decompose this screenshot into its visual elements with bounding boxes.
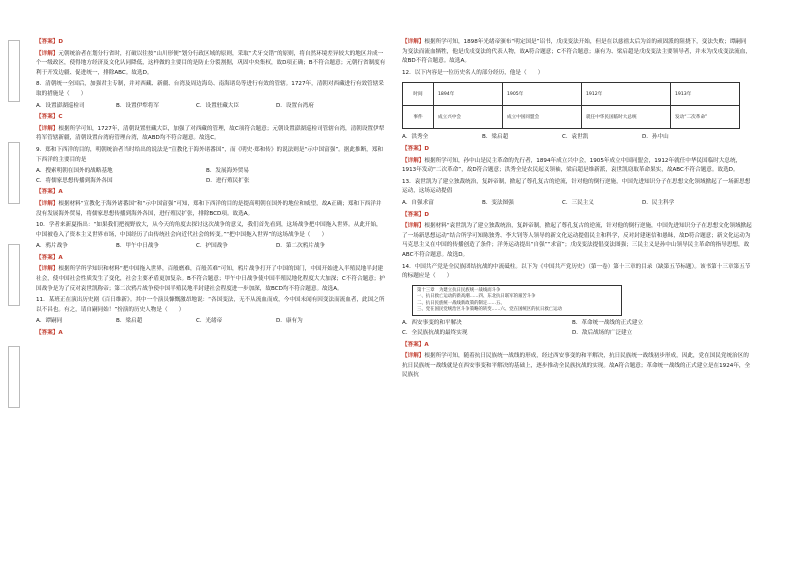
table-row xyxy=(403,83,740,106)
option: B．变法图强 xyxy=(482,199,514,206)
option: A．搜索明朝在国外的战略基地 xyxy=(36,168,113,175)
question-12-options xyxy=(402,133,752,143)
question-10: 10．学者来新夏指出：“如果我们把视野放大，从今天的角度去探讨这次战争的意义，我们首先看到，这场战争把中国拖入世界。从此开始，中国被卷入了资本主义世界市场，中国经历了由传统社会向近代社会的转变。”“把中国拖入世界”的这场战争是（ ） xyxy=(36,222,382,238)
question-13: 13．袁世凯为了建立独裁统治，复辟帝制，掀起了尊孔复古的逆流，针对他的倒行逆施，中国先进知识分子在思想文化领域掀起了一场新思想运动，这场运动提倡 xyxy=(402,178,751,195)
question-9-options xyxy=(36,167,386,186)
explanation-tag: 【详解】 xyxy=(402,353,425,360)
explanation: 【详解】根据所学可知，随着抗日民族统一战线的形成，经过西安事变的和平解决，抗日民族统一战线初步形成，因此，党在国民党统治区的抗日民族统一战线就是在西安事变和平解决的基础上，逐步推动全民族抗战的实现。故A符合题意；革命统一战线的正式建立是在1924年，全民族抗 xyxy=(402,353,751,379)
explanation: 【详解】根据所学可知，1727年，清朝设置驻藏大臣，加强了对西藏的管理，故C项符合题意；元朝设置澎湖巡检司管辖台湾，清朝设置伊犁将军管辖新疆，清朝设置台湾府管理台湾，故ABD均不符合题意。故选C。 xyxy=(36,125,385,142)
option: B．梁启超 xyxy=(482,134,509,141)
left-column xyxy=(36,38,386,341)
answer-label: 【答案】A xyxy=(36,254,63,261)
question-14-options xyxy=(402,319,752,338)
option: C．袁世凯 xyxy=(562,134,589,141)
table-cell: 1912年 xyxy=(582,83,671,106)
option: C．光绪帝 xyxy=(196,318,223,325)
question-11-options xyxy=(36,317,386,327)
table-cell: 成立中国同盟会 xyxy=(503,106,582,129)
option: D．康有为 xyxy=(276,318,303,325)
option: D．民主科学 xyxy=(642,199,675,206)
option: B．甲午中日战争 xyxy=(116,243,159,250)
option: C．三民主义 xyxy=(562,199,594,206)
binding-box xyxy=(8,142,20,204)
explanation-tag: 【详解】 xyxy=(36,200,59,207)
explanation-tag: 【详解】 xyxy=(36,266,59,273)
answer-label: 【答案】C xyxy=(36,114,63,121)
answer-label: 【答案】A xyxy=(402,341,429,348)
table-cell: 发动“二次革命” xyxy=(671,106,740,129)
toc-line: 三、党在国民党统治区斗争策略的转变……六、党在国统区的抗日救亡运动 xyxy=(417,306,562,312)
explanation: 【详解】根据材料“宣教化于海外诸番国”和“示中国富强”可知，郑和下西洋的目的是提高明朝在国外的地位和威望，故A正确；郑和下西洋并没有发展海外贸易，将儒家思想传播到海外各国，进行殖民扩张，排除BCD项。故选A。 xyxy=(36,200,382,217)
table-cell: 1913年 xyxy=(671,83,740,106)
table-header: 事件 xyxy=(403,106,434,129)
option: B．革命统一战线的正式建立 xyxy=(572,320,643,327)
question-8: 8．清朝统一全国后，加强君主专制，并对西藏、新疆、台湾及周边海岛、南海诸岛等进行有效的管辖。1727年，清朝对西藏进行有效管辖采取的措施是（ ） xyxy=(36,81,384,97)
toc-line: 第十三章 为建立抗日民族统一战线而斗争 xyxy=(417,287,501,293)
answer-label: 【答案】D xyxy=(402,211,430,218)
question-9: 9．郑和下西洋的目的，明朝统治者当时给出的说法是“宣教化于海外诸番国”，而《明史·郑和传》的说法则是“示中国富强”。据此推断，郑和下西洋的主要目的是 xyxy=(36,146,383,163)
answer-label: 【答案】D xyxy=(36,39,64,45)
option: D．孙中山 xyxy=(642,134,669,141)
timeline-table xyxy=(402,82,740,129)
right-column xyxy=(402,38,752,383)
explanation-tag: 【详解】 xyxy=(402,39,425,45)
option: B．梁启超 xyxy=(116,318,143,325)
explanation-tag: 【详解】 xyxy=(36,50,59,57)
option: C．设置驻藏大臣 xyxy=(196,102,240,109)
explanation: 【详解】根据材料“袁世凯为了建立独裁统治，复辟帝制，掀起了尊孔复古的逆流，针对他的倒行逆施，中国先进知识分子在思想文化领域掀起了一场新思想运动”结合所学可知陈独秀、李大钊等人领导的新文化运动提倡民主和科学，反对封建迷信和愚昧，故D符合题意；新文化运动为马克思主义在中国的传播创造了条件；洋务运动提出“自强”“求富”；戊戌变法提倡变法图强；三民主义是孙中山领导民主革命的指导思想，故ABC不符合题意。故选D。 xyxy=(402,223,752,258)
explanation: 【详解】元朝统治者在划分行省时，打破以往按“山川形便”划分行政区域的原则，采取“犬牙交错”的原则，将自然环境差异较大的地区并成一个一级政区，使得地方经济及文化认同降低，这样做的主要目的是防止分裂割据，巩固中央集权，故D项正确；B不符合题意；元朝行省制度有利于开发边疆、促进统一，排除ABC。故选D。 xyxy=(36,50,386,76)
answer-label: 【答案】A xyxy=(36,189,63,196)
toc-line: 一、抗日救亡运动的新高潮……四、东北抗日联军的艰苦斗争 xyxy=(417,294,536,300)
option: D．进行殖民扩张 xyxy=(206,177,250,184)
binding-margin xyxy=(8,40,22,520)
option: A．谭嗣同 xyxy=(36,318,63,325)
option: C．全民族抗战的最终实现 xyxy=(402,329,468,336)
binding-box xyxy=(8,244,20,306)
option: B．发展海外贸易 xyxy=(206,168,249,175)
table-cell: 成立兴中会 xyxy=(434,106,503,129)
binding-box xyxy=(8,346,20,408)
table-cell: 1905年 xyxy=(503,83,582,106)
option: A．自强求富 xyxy=(402,199,434,206)
answer-label: 【答案】A xyxy=(36,330,63,337)
option: C．护国战争 xyxy=(196,243,228,250)
question-10-options xyxy=(36,242,386,252)
explanation-tag: 【详解】 xyxy=(36,125,59,132)
explanation: 【详解】根据所学所学知识和材料“把中国拖入世界，百般磨难，百般苦难”可知，鸦片战争打开了中国的国门，中国开始进入半殖民地半封建社会，使中国社会性质发生了变化，社会主要矛盾更加复杂。B不符合题意；甲午中日战争使中国半殖民地化程度大大加深；C不符合题意；护国战争是为了反对袁世凯称帝；第二次鸦片战争使中国半殖民地半封建社会程度进一步加深，故BCD均不符合题意。故选A。 xyxy=(36,266,385,292)
toc-line: 二、抗日民族统一战线新政策的制定……五、 xyxy=(417,300,505,306)
explanation: 【详解】根据所学可知，孙中山是民主革命的先行者，1894年成立兴中会，1905年成立中国同盟会，1912年就任中华民国临时大总统，1913年发动“二次革命”，故D符合题意；洪秀全是农民起义领袖，梁启超是维新派，袁世凯窃取革命果实，故ABC不符合题意。故选D。 xyxy=(402,157,742,174)
chapter-toc-box xyxy=(412,285,622,317)
explanation-tag: 【详解】 xyxy=(402,157,425,164)
option: D．设置台湾府 xyxy=(276,102,314,109)
table-header: 时间 xyxy=(403,83,434,106)
option: D．敌后战场的广泛建立 xyxy=(572,329,633,336)
question-8-options xyxy=(36,102,386,112)
question-12: 12．以下内容是一位历史名人的部分经历，他是（ ） xyxy=(402,69,544,76)
option: D．第二次鸦片战争 xyxy=(276,243,326,250)
answer-label: 【答案】D xyxy=(402,145,430,152)
table-cell: 1894年 xyxy=(434,83,503,106)
question-14: 14．中国共产党是全民族团结抗战的中流砥柱。以下为《中国共产党历史》（第一卷）第十三章的目录（缺第五节标题）。该书第十三章第五节的标题应是（ ） xyxy=(402,263,751,280)
explanation: 【详解】根据所学可知，1898年光绪帝颁布“明定国是”诏书，戊戌变法开始，但是在以慈禧太后为首的顽固派的阻挠下，变法失败；谭嗣同为变法而流血牺牲，他是戊戌变法的代表人物，故A符合题意；C不符合题意；康有为、梁启超是戊戌变法主要领导者，并未为戊戌变法流血，故BD不符合题意。故选A。 xyxy=(402,39,751,65)
binding-box xyxy=(8,40,20,102)
table-row xyxy=(403,106,740,129)
option: C．将儒家思想传播到海外各国 xyxy=(36,177,113,184)
table-cell: 就任中华民国临时大总统 xyxy=(582,106,671,129)
option: A．鸦片战争 xyxy=(36,243,68,250)
explanation-tag: 【详解】 xyxy=(402,223,425,230)
option: A．西安事变的和平解决 xyxy=(402,320,462,327)
option: B．设置伊犁将军 xyxy=(116,102,159,109)
option: A．洪秀全 xyxy=(402,134,429,141)
question-13-options xyxy=(402,199,752,209)
option: A．设置澎湖巡检司 xyxy=(36,102,85,109)
question-11: 11．某班正在演出历史剧《百日维新》。其中一个演员慷慨激昂地说：“各国变法，无不从流血而成，今中国未闻有因变法而流血者，此国之所以不昌也。有之，请自嗣同始！”扮演的历史人物是（ ） xyxy=(36,297,385,313)
